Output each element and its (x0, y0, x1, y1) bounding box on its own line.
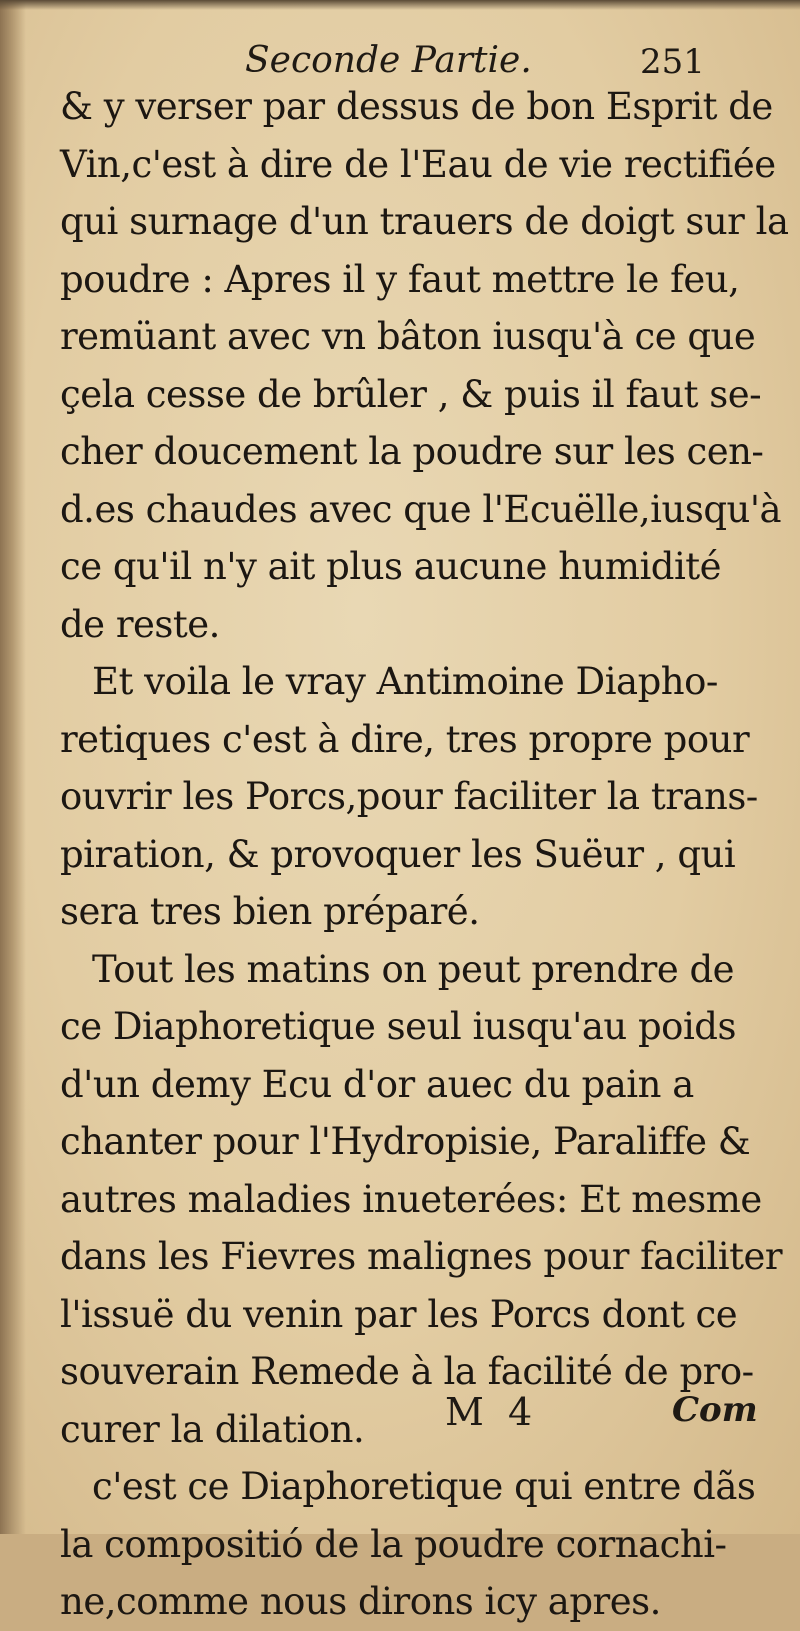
page-footer (0, 1390, 800, 1450)
text-line: piration, & provoquer les Suëur , qui (60, 832, 736, 876)
page-gutter-shadow (0, 0, 26, 1534)
text-line: sera tres bien préparé. (60, 890, 480, 933)
text-line: & y verser par dessus de bon Esprit de (60, 85, 773, 128)
text-line: la compositió de la poudre cornachi- (60, 1522, 727, 1566)
text-line: d'un demy Ecu d'or auec du pain a (60, 1062, 694, 1106)
paragraph-start-line: Tout les matins on peut prendre de (92, 947, 735, 991)
text-line: l'issuë du venin par les Porcs dont ce (60, 1292, 738, 1336)
text-line: souverain Remede à la facilité de pro- (60, 1350, 754, 1393)
text-line: Vin,c'est à dire de l'Eau de vie rectifiée (60, 142, 776, 186)
paragraph-start-line: Et voila le vray Antimoine Diapho- (92, 660, 718, 703)
page-top-edge (0, 0, 800, 10)
text-line: ne,comme nous dirons icy apres. (60, 1580, 661, 1623)
text-line: ouvrir les Porcs,pour faciliter la trans- (60, 775, 758, 818)
page-number: 251 (640, 42, 705, 82)
text-line: çela cesse de brûler , & puis il faut se- (60, 372, 762, 416)
text-line: curer la dilation. (60, 1407, 365, 1451)
text-line: qui surnage d'un trauers de doigt sur la (60, 200, 789, 243)
text-line: autres maladies inueterées: Et mesme (60, 1177, 762, 1221)
text-line: cher doucement la poudre sur les cen- (60, 430, 764, 473)
text-line: retiques c'est à dire, tres propre pour (60, 717, 750, 761)
text-line: ce Diaphoretique seul iusqu'au poids (60, 1005, 736, 1048)
text-line: d.es chaudes avec que l'Ecuëlle,iusqu'à (60, 487, 782, 531)
text-line: remüant avec vn bâton iusqu'à ce que (60, 315, 756, 358)
text-line: dans les Fievres malignes pour faciliter (60, 1235, 783, 1278)
running-head: Seconde Partie. (245, 40, 532, 81)
paragraph-start-line: c'est ce Diaphoretique qui entre dãs (92, 1465, 756, 1508)
catchword: Com (672, 1390, 758, 1430)
text-line: poudre : Apres il y faut mettre le feu, (60, 257, 740, 301)
signature-mark: M 4 (445, 1390, 539, 1434)
text-line: ce qu'il n'y ait plus aucune humidité (60, 545, 722, 588)
text-line: de reste. (60, 602, 220, 646)
text-line: chanter pour l'Hydropisie, Paraliffe & (60, 1120, 751, 1163)
